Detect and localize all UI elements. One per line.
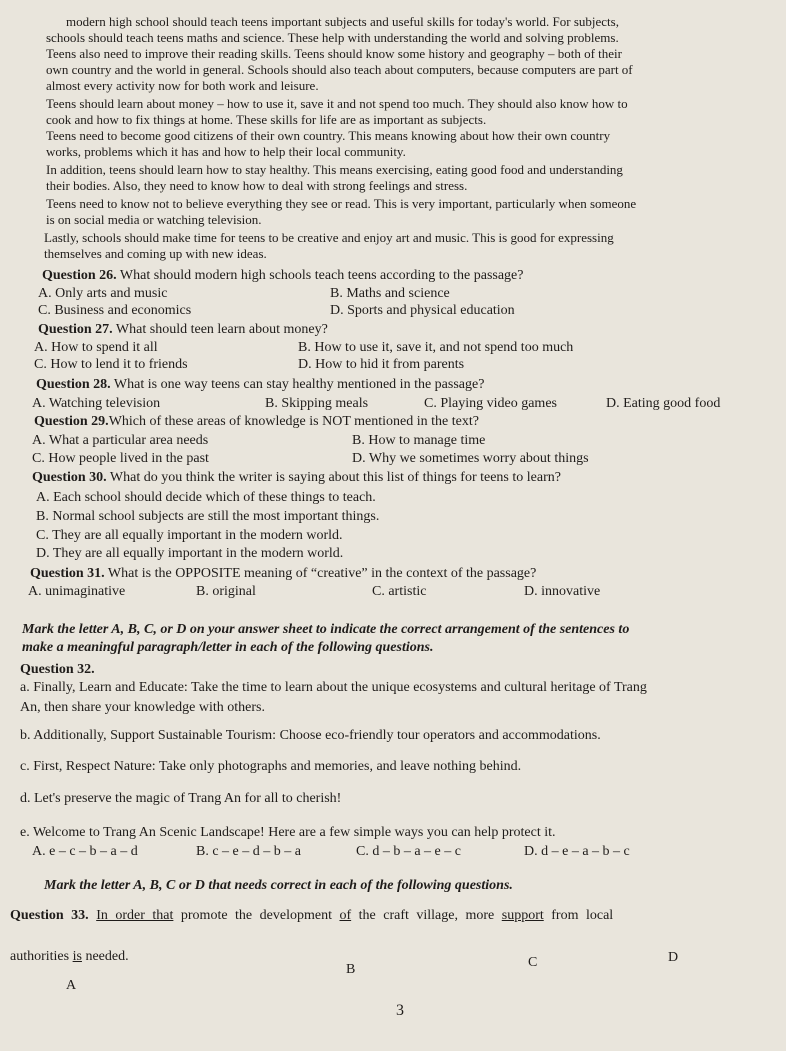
underlined-segment-c: of: [339, 908, 352, 923]
passage-line: Teens need to know not to believe everything they see or read. This is very important, particularly when someone: [46, 196, 637, 211]
question-stem: [36, 377, 484, 393]
passage-line: modern high school should teach teens important subjects and useful skills for today's world. For subjects,: [66, 14, 619, 29]
passage-line: own country and the world in general. Schools should also teach about computers, because computers are part of: [46, 62, 633, 77]
question-stem: [32, 470, 561, 486]
instruction-line: Mark the letter A, B, C, or D on your answer sheet to indicate the correct arrangement of the sentences to: [22, 622, 630, 637]
option-a[interactable]: A. Watching television: [32, 396, 161, 411]
option-d[interactable]: D. innovative: [524, 584, 601, 599]
option-a[interactable]: A. e – c – b – a – d: [32, 844, 138, 859]
option-a[interactable]: A. Only arts and music: [38, 286, 168, 301]
option-b[interactable]: B. original: [196, 584, 256, 599]
underlined-segment-d: support: [501, 908, 544, 923]
option-b[interactable]: B. How to manage time: [352, 433, 486, 448]
question-label: Question 31.: [30, 566, 105, 581]
option-d[interactable]: D. They are all equally important in the modern world.: [36, 546, 344, 561]
underlined-segment-a: In order that: [96, 908, 174, 923]
passage-line: themselves and coming up with new ideas.: [44, 246, 267, 261]
question-text: What do you think the writer is saying about this list of things for teens to learn?: [106, 470, 561, 485]
question-text: What should teen learn about money?: [112, 322, 328, 337]
instruction-line: make a meaningful paragraph/letter in each of the following questions.: [22, 640, 434, 655]
passage-line: cook and how to fix things at home. These skills for life are as important as subjects.: [46, 112, 487, 127]
sentence-a-continued: An, then share your knowledge with others.: [20, 700, 265, 715]
question-sentence: [10, 908, 613, 924]
option-b[interactable]: B. Skipping meals: [265, 396, 369, 411]
passage-line: their bodies. Also, they need to know how to deal with strong feelings and stress.: [46, 178, 468, 193]
question-stem: [30, 566, 536, 582]
option-d[interactable]: D. How to hid it from parents: [298, 357, 465, 372]
question-label: Question 32.: [20, 662, 95, 677]
option-a[interactable]: A. Each school should decide which of these things to teach.: [36, 490, 376, 505]
sentence-text: the craft village, more: [351, 908, 502, 923]
option-b[interactable]: B. c – e – d – b – a: [196, 844, 301, 859]
option-d[interactable]: D. Eating good food: [606, 396, 721, 411]
option-d[interactable]: D. Sports and physical education: [330, 303, 515, 318]
question-text: What should modern high schools teach teens according to the passage?: [116, 268, 524, 283]
option-c[interactable]: C. How to lend it to friends: [34, 357, 188, 372]
passage-line: Teens should learn about money – how to use it, save it and not spend too much. They should also know how to: [46, 96, 628, 111]
question-text: Which of these areas of knowledge is NOT mentioned in the text?: [108, 414, 479, 429]
marker-a[interactable]: A: [66, 978, 77, 993]
sentence-b: b. Additionally, Support Sustainable Tourism: Choose eco-friendly tour operators and accommodations.: [20, 728, 601, 743]
option-d[interactable]: D. d – e – a – b – c: [524, 844, 630, 859]
option-b[interactable]: B. Normal school subjects are still the most important things.: [36, 509, 380, 524]
question-text: What is one way teens can stay healthy mentioned in the passage?: [110, 377, 485, 392]
question-stem: [38, 322, 328, 338]
sentence-text: promote the development: [173, 908, 340, 923]
question-text: What is the OPPOSITE meaning of “creative” in the context of the passage?: [104, 566, 537, 581]
option-c[interactable]: C. artistic: [372, 584, 427, 599]
question-label: Question 33.: [10, 908, 89, 923]
sentence-text: from local: [543, 908, 614, 923]
question-label: Question 29.: [34, 414, 109, 429]
marker-d[interactable]: D: [668, 950, 679, 965]
option-c[interactable]: C. Business and economics: [38, 303, 192, 318]
question-label: Question 26.: [42, 268, 117, 283]
option-c[interactable]: C. Playing video games: [424, 396, 557, 411]
question-stem: [34, 414, 479, 430]
sentence-text: authorities: [10, 949, 73, 964]
marker-b[interactable]: B: [346, 962, 356, 977]
question-sentence-line-2: [10, 949, 129, 965]
option-a[interactable]: A. unimaginative: [28, 584, 126, 599]
sentence-e: e. Welcome to Trang An Scenic Landscape! Here are a few simple ways you can help protect it.: [20, 825, 556, 840]
passage-line: Teens need to become good citizens of their own country. This means knowing about how their own country: [46, 128, 611, 143]
marker-c[interactable]: C: [528, 955, 538, 970]
passage-line: Lastly, schools should make time for teens to be creative and enjoy art and music. This is good for expressing: [44, 230, 614, 245]
passage-line: almost every activity now for both work and leisure.: [46, 78, 319, 93]
option-c[interactable]: C. How people lived in the past: [32, 451, 209, 466]
passage-line: In addition, teens should learn how to stay healthy. This means exercising, eating good food and understanding: [46, 162, 623, 177]
option-c[interactable]: C. d – b – a – e – c: [356, 844, 461, 859]
option-a[interactable]: A. What a particular area needs: [32, 433, 209, 448]
page-number: 3: [396, 1002, 404, 1019]
instruction-error-identification: Mark the letter A, B, C or D that needs correct in each of the following questions.: [44, 878, 513, 893]
option-a[interactable]: A. How to spend it all: [34, 340, 158, 355]
passage-line: is on social media or watching television.: [46, 212, 262, 227]
underlined-segment-b: is: [72, 949, 82, 964]
passage-line: Teens also need to improve their reading skills. Teens should know some history and geography – both of their: [46, 46, 622, 61]
question-stem: [42, 268, 523, 284]
sentence-d: d. Let's preserve the magic of Trang An for all to cherish!: [20, 791, 342, 806]
passage-line: works, problems which it has and how to help their local community.: [46, 144, 406, 159]
option-c[interactable]: C. They are all equally important in the modern world.: [36, 528, 343, 543]
option-b[interactable]: B. How to use it, save it, and not spend too much: [298, 340, 574, 355]
question-label: Question 27.: [38, 322, 113, 337]
sentence-a: a. Finally, Learn and Educate: Take the time to learn about the unique ecosystems and cultural heritage of Trang: [20, 680, 647, 695]
option-b[interactable]: B. Maths and science: [330, 286, 450, 301]
question-label: Question 28.: [36, 377, 111, 392]
passage-line: schools should teach teens maths and science. These help with understanding the world and solving problems.: [46, 30, 619, 45]
question-label: Question 30.: [32, 470, 107, 485]
sentence-c: c. First, Respect Nature: Take only photographs and memories, and leave nothing behind.: [20, 759, 522, 774]
sentence-text: needed.: [81, 949, 129, 964]
option-d[interactable]: D. Why we sometimes worry about things: [352, 451, 589, 466]
